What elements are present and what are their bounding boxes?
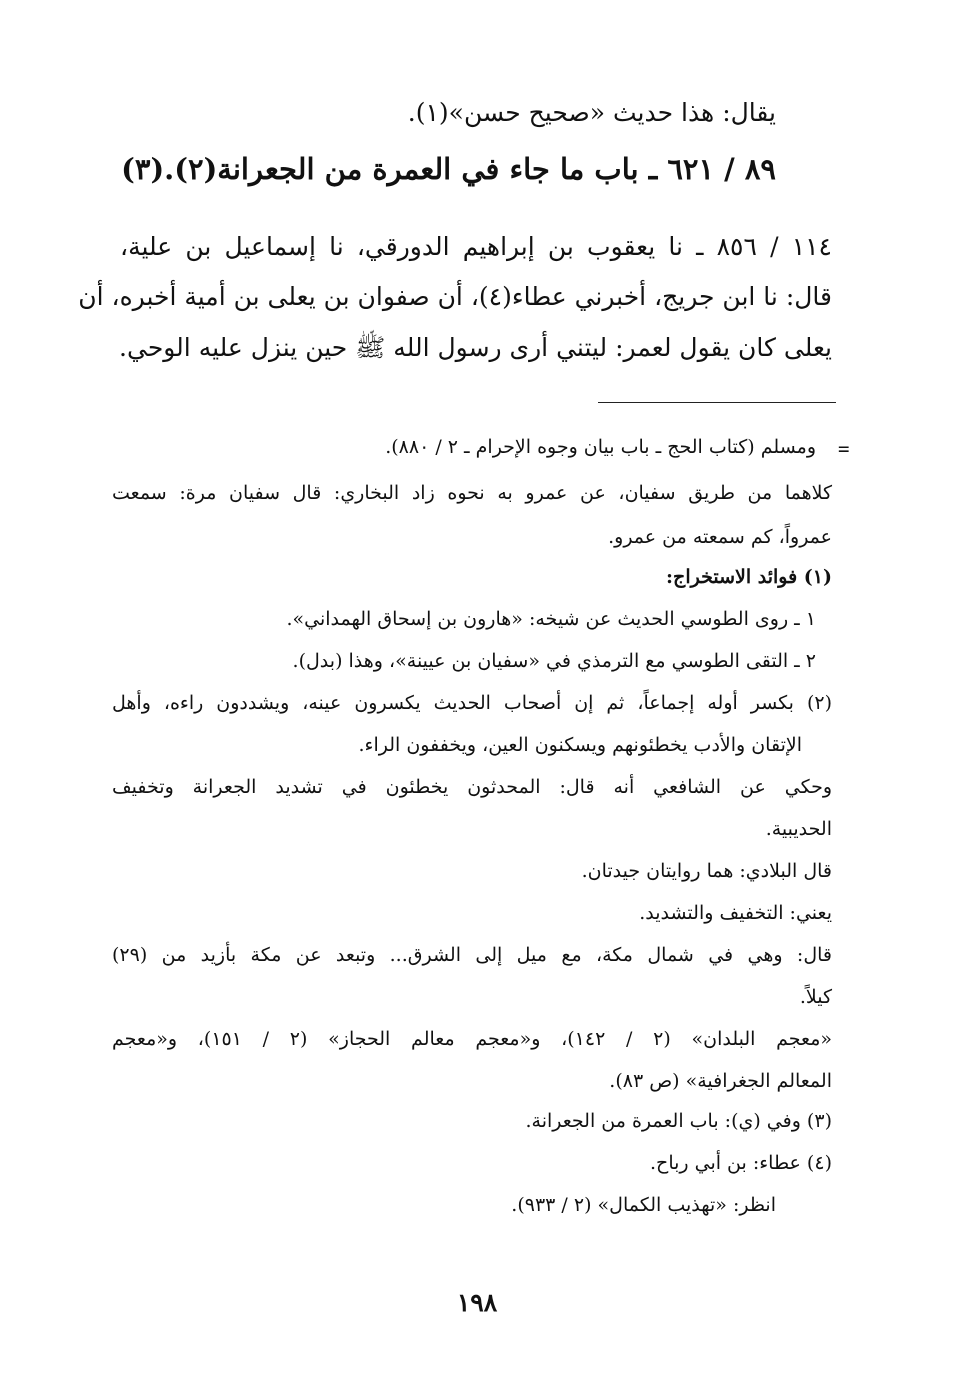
- continuation-mark: =: [838, 438, 850, 460]
- footnote-2-line-6: يعني: التخفيف والتشديد.: [639, 902, 832, 924]
- footnote-4-ref: انظر: «تهذيب الكمال» (٢ / ٩٣٣).: [511, 1194, 776, 1216]
- note-line-1: ومسلم (كتاب الحج ـ باب بيان وجوه الإحرام ـ ٢ / ٨٨٠).: [385, 436, 816, 458]
- page-number: ١٩٨: [456, 1288, 498, 1317]
- footnote-2-line-9: «معجم البلدان» (٢ / ١٤٢)، و«معجم معالم الحجاز» (٢ / ١٥١)، و«معجم: [112, 1028, 833, 1050]
- hadith-line-2: قال: نا ابن جريج، أخبرني عطاء(٤)، أن صفوان بن يعلى بن أمية أخبره، أن: [78, 282, 832, 311]
- footnote-separator: [598, 402, 836, 403]
- footnote-2-line-5: قال البلادي: هما روايتان جيدتان.: [581, 860, 832, 882]
- footnote-2-line-8: كيلاً.: [799, 986, 832, 1008]
- footnote-1-item-2: ٢ ـ التقى الطوسي مع الترمذي في «سفيان بن عيينة»، وهذا (بدل).: [292, 650, 816, 672]
- note-line-2: كلاهما من طريق سفيان، عن عمرو به نحوه زاد البخاري: قال سفيان مرة: سمعت: [112, 482, 832, 504]
- chapter-heading: ٨٩ / ٦٢١ ـ باب ما جاء في العمرة من الجعرانة(٢).(٣): [121, 152, 776, 186]
- footnote-2-line-10: المعالم الجغرافية» (ص ٨٣).: [609, 1070, 832, 1092]
- footnote-2-line-1: (٢) بكسر أوله إجماعاً، ثم إن أصحاب الحديث يكسرون عينه، ويشددون راءه، وأهل: [112, 692, 832, 714]
- footnote-2-line-2: الإتقان والأدب يخطئونهم ويسكنون العين، ويخففون الراء.: [358, 734, 802, 756]
- footnote-3: (٣) وفي (ي): باب العمرة من الجعرانة.: [525, 1110, 832, 1132]
- note-line-3: عمرواً، كم سمعته من عمرو.: [608, 526, 832, 548]
- footnote-1-item-1: ١ ـ روى الطوسي الحديث عن شيخه: «هارون بن إسحاق الهمداني».: [286, 608, 816, 630]
- top-line: يقال: هذا حديث «صحيح حسن»(١).: [407, 98, 776, 127]
- footnote-2-line-4: الحديبية.: [765, 818, 832, 840]
- hadith-line-1: ١١٤ / ٨٥٦ ـ نا يعقوب بن إبراهيم الدورقي، نا إسماعيل بن علية،: [120, 232, 832, 261]
- footnote-1-title: (١) فوائد الاستخراج:: [666, 566, 832, 588]
- footnote-2-line-3: وحكي عن الشافعي أنه قال: المحدثون يخطئون في تشديد الجعرانة وتخفيف: [112, 776, 832, 798]
- footnote-2-line-7: قال: وهي في شمال مكة، مع ميل إلى الشرق... وتبعد عن مكة بأزيد من (٢٩): [112, 944, 832, 966]
- footnote-4: (٤) عطاء: بن أبي رباح.: [650, 1152, 832, 1174]
- hadith-line-3: يعلى كان يقول لعمر: ليتني أرى رسول الله ﷺ حين ينزل عليه الوحي.: [119, 333, 832, 362]
